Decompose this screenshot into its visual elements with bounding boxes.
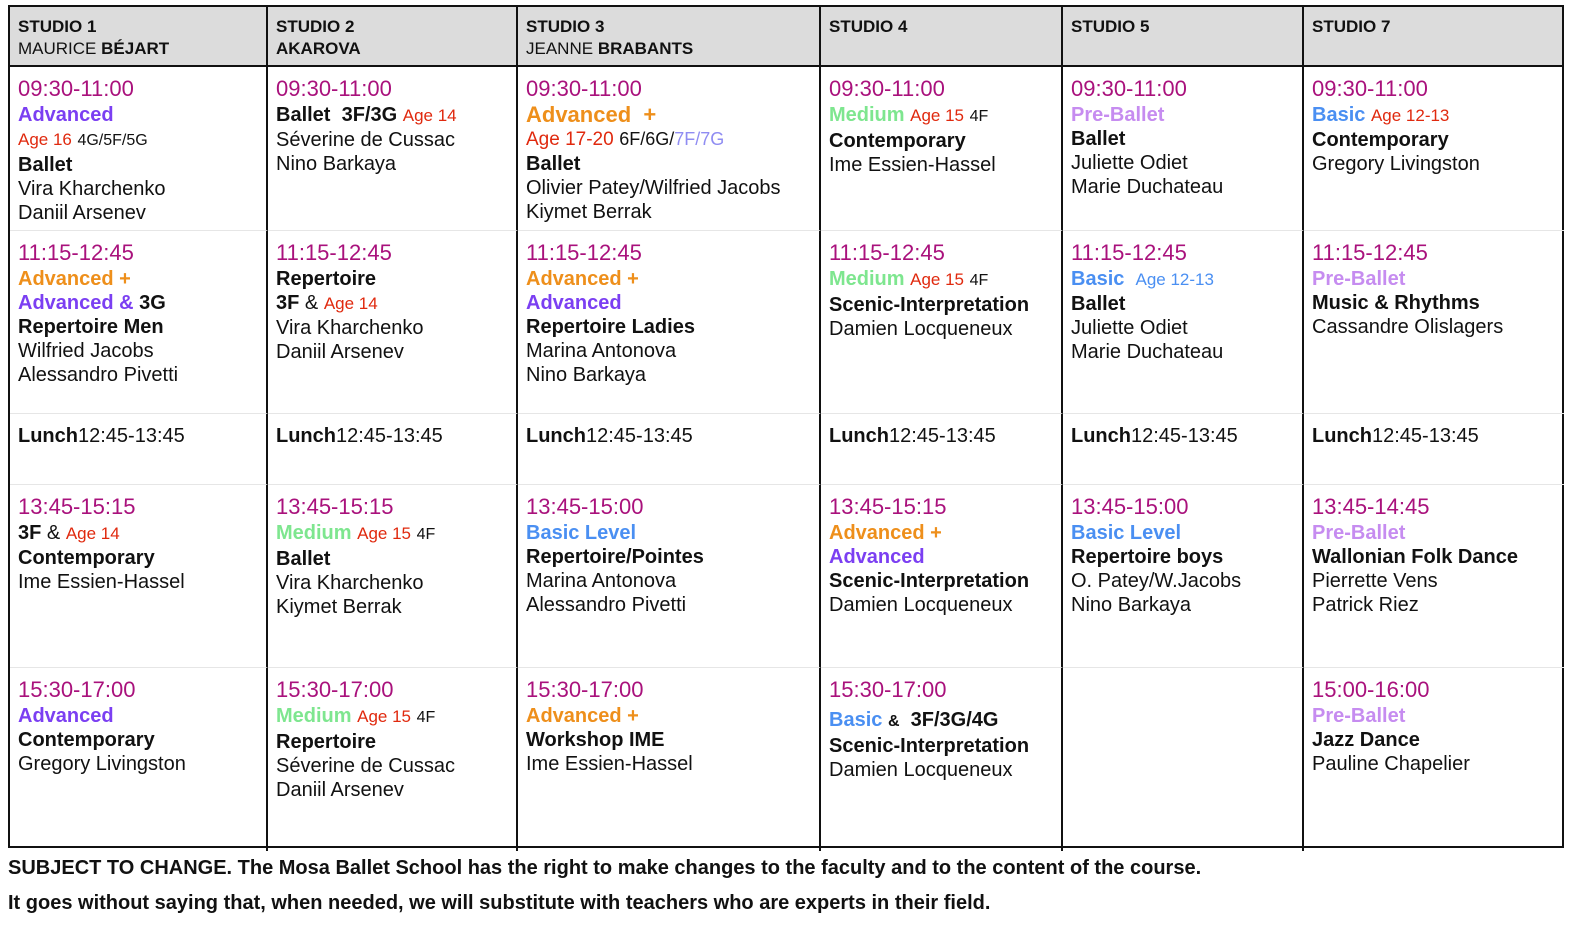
lunch-cell <box>518 414 821 485</box>
class-cell <box>10 231 268 414</box>
teacher-name: Pauline Chapelier <box>1312 753 1470 775</box>
level-label: Basic <box>1071 268 1125 290</box>
class-cell <box>518 67 821 231</box>
lunch-cell <box>10 414 268 485</box>
grades-label: 4F <box>969 272 989 289</box>
course-name: Ballet <box>526 153 581 175</box>
teacher-name: Cassandre Olislagers <box>1312 316 1504 338</box>
teacher-name: Wilfried Jacobs <box>18 340 154 362</box>
course-name: Repertoire <box>276 268 377 290</box>
teacher-name: Alessandro Pivetti <box>18 364 179 386</box>
teacher-name: Marina Antonova <box>526 570 677 592</box>
plus-label: + <box>643 102 657 127</box>
class-cell <box>268 231 518 414</box>
class-cell <box>821 67 1063 231</box>
level-label: Advanced <box>18 705 114 727</box>
lunch-time: 12:45-13:45 <box>889 425 996 447</box>
age-label: Age 15 <box>910 106 965 125</box>
class-cell <box>518 231 821 414</box>
studio-header <box>1304 7 1564 67</box>
teacher-name: Damien Locqueneux <box>829 318 1013 340</box>
grades-label-2: 7F/7G <box>674 129 725 149</box>
class-time: 13:45-15:00 <box>1071 494 1189 519</box>
class-time: 11:15-12:45 <box>1312 240 1428 265</box>
age-label: Age 15 <box>357 524 412 543</box>
grades-label: 6F/6G/ <box>619 129 675 149</box>
age-label: Age 12-13 <box>1135 270 1214 289</box>
teacher-name: Juliette Odiet <box>1071 152 1188 174</box>
age-label: Age 12-13 <box>1370 106 1450 125</box>
class-cell <box>518 485 821 668</box>
teacher-name: Patrick Riez <box>1312 594 1419 616</box>
course-name: Music & Rhythms <box>1312 292 1480 314</box>
class-time: 11:15-12:45 <box>276 240 392 265</box>
age-label: Age 15 <box>357 707 412 726</box>
class-time: 13:45-15:15 <box>829 494 947 519</box>
grades-label: 3F/3G <box>341 104 398 126</box>
course-name: Ballet <box>276 548 331 570</box>
teacher-name: Kiymet Berrak <box>526 201 652 223</box>
disclaimer-note <box>8 851 1201 921</box>
age-label: Age 14 <box>402 106 457 125</box>
class-time: 13:45-15:00 <box>526 494 644 519</box>
teacher-name: Séverine de Cussac <box>276 755 455 777</box>
course-name: Repertoire <box>276 731 377 753</box>
level-label: Medium <box>829 268 905 290</box>
grades-label: 4F <box>969 108 989 125</box>
teacher-name: O. Patey/W.Jacobs <box>1071 570 1242 592</box>
studio-header <box>268 7 518 67</box>
grades-label: 4F <box>416 526 436 543</box>
class-cell-empty <box>1063 668 1304 851</box>
teacher-name: Daniil Arsenev <box>276 779 404 801</box>
class-time: 09:30-11:00 <box>1071 76 1187 101</box>
level-label: Medium <box>829 104 905 126</box>
studio-subtitle-bold: BÉJART <box>101 39 170 58</box>
course-name: Repertoire Ladies <box>526 316 695 338</box>
course-name: Ballet <box>1071 293 1126 315</box>
level-label: Advanced + <box>18 268 131 290</box>
course-name: Contemporary <box>18 547 155 569</box>
ampersand: & <box>46 522 61 544</box>
class-cell <box>268 67 518 231</box>
teacher-name: Olivier Patey/Wilfried Jacobs <box>526 177 781 199</box>
class-time: 15:30-17:00 <box>276 677 394 702</box>
course-name: Contemporary <box>1312 129 1449 151</box>
class-time: 09:30-11:00 <box>829 76 945 101</box>
class-cell <box>1304 231 1564 414</box>
lunch-time: 12:45-13:45 <box>78 425 185 447</box>
lunch-label: Lunch <box>526 425 586 447</box>
level-label: Pre-Ballet <box>1071 104 1165 126</box>
course-name: Wallonian Folk Dance <box>1312 546 1518 568</box>
course-name: Repertoire/Pointes <box>526 546 704 568</box>
studio-subtitle: JEANNE <box>526 39 594 58</box>
teacher-name: Damien Locqueneux <box>829 759 1013 781</box>
studio-subtitle: MAURICE <box>18 39 97 58</box>
teacher-name: Juliette Odiet <box>1071 317 1188 339</box>
class-time: 15:30-17:00 <box>526 677 644 702</box>
course-name: Workshop IME <box>526 729 665 751</box>
level-label-2: Advanced <box>526 292 622 314</box>
course-name: Contemporary <box>829 130 966 152</box>
teacher-name: Ime Essien-Hassel <box>829 154 996 176</box>
class-cell <box>10 668 268 851</box>
class-time: 11:15-12:45 <box>829 240 945 265</box>
disclaimer-line-1: SUBJECT TO CHANGE. The Mosa Ballet School has the right to make changes to the faculty and to the content of the course. <box>8 857 1202 879</box>
class-cell <box>10 485 268 668</box>
level-label: Pre-Ballet <box>1312 522 1406 544</box>
studio-name: STUDIO 2 <box>276 17 355 36</box>
class-cell <box>1063 231 1304 414</box>
class-time: 09:30-11:00 <box>526 76 642 101</box>
course-name: Repertoire Men <box>18 316 164 338</box>
lunch-label: Lunch <box>1071 425 1131 447</box>
teacher-name: Marina Antonova <box>526 340 677 362</box>
lunch-label: Lunch <box>1312 425 1372 447</box>
class-time: 15:30-17:00 <box>829 677 947 702</box>
grades-label: 3G <box>139 292 166 314</box>
age-label: Age 14 <box>65 524 120 543</box>
ampersand: & <box>887 713 900 730</box>
course-name: Ballet <box>276 104 331 126</box>
class-cell <box>1304 485 1564 668</box>
grades-label: 3F/3G/4G <box>910 709 999 731</box>
level-label: Advanced + <box>829 522 942 544</box>
class-time: 09:30-11:00 <box>276 76 392 101</box>
lunch-time: 12:45-13:45 <box>336 425 443 447</box>
lunch-cell <box>1304 414 1564 485</box>
teacher-name: Vira Kharchenko <box>18 178 166 200</box>
teacher-name: Alessandro Pivetti <box>526 594 687 616</box>
teacher-name: Gregory Livingston <box>18 753 186 775</box>
level-label: Pre-Ballet <box>1312 268 1406 290</box>
level-label: Pre-Ballet <box>1312 705 1406 727</box>
level-label-2: Advanced <box>829 546 925 568</box>
class-cell <box>821 231 1063 414</box>
class-cell <box>821 668 1063 851</box>
teacher-name: Nino Barkaya <box>276 153 397 175</box>
class-cell <box>268 485 518 668</box>
course-name: Ballet <box>18 154 73 176</box>
lunch-cell <box>821 414 1063 485</box>
teacher-name: Gregory Livingston <box>1312 153 1480 175</box>
teacher-name: Damien Locqueneux <box>829 594 1013 616</box>
age-label: Age 14 <box>323 294 378 313</box>
teacher-name: Daniil Arsenev <box>18 202 146 224</box>
studio-name: STUDIO 7 <box>1312 17 1391 36</box>
course-name: Jazz Dance <box>1312 729 1420 751</box>
class-time: 13:45-14:45 <box>1312 494 1430 519</box>
class-time: 11:15-12:45 <box>1071 240 1187 265</box>
course-name: Scenic-Interpretation <box>829 735 1030 757</box>
studio-name: STUDIO 5 <box>1071 17 1150 36</box>
level-label: Advanced <box>18 104 114 126</box>
schedule-table <box>8 5 1564 848</box>
lunch-time: 12:45-13:45 <box>1131 425 1238 447</box>
teacher-name: Ime Essien-Hassel <box>18 571 185 593</box>
age-label: Age 16 <box>18 130 72 149</box>
lunch-time: 12:45-13:45 <box>1372 425 1479 447</box>
class-time: 13:45-15:15 <box>18 494 136 519</box>
lunch-cell <box>1063 414 1304 485</box>
studio-header <box>1063 7 1304 67</box>
studio-name: STUDIO 1 <box>18 17 97 36</box>
class-time: 09:30-11:00 <box>1312 76 1428 101</box>
level-label: Advanced + <box>526 705 639 727</box>
class-time: 15:00-16:00 <box>1312 677 1430 702</box>
class-cell <box>518 668 821 851</box>
teacher-name: Vira Kharchenko <box>276 317 424 339</box>
grades-label: 4G/5F/5G <box>77 132 148 149</box>
course-name: Ballet <box>1071 128 1126 150</box>
class-time: 13:45-15:15 <box>276 494 394 519</box>
lunch-cell <box>268 414 518 485</box>
level-label: Advanced + <box>526 268 639 290</box>
teacher-name: Marie Duchateau <box>1071 176 1224 198</box>
teacher-name: Nino Barkaya <box>1071 594 1192 616</box>
grades-label: 4F <box>416 709 436 726</box>
class-cell <box>1063 67 1304 231</box>
class-time: 11:15-12:45 <box>526 240 642 265</box>
lunch-time: 12:45-13:45 <box>586 425 693 447</box>
level-label: Basic Level <box>1071 522 1182 544</box>
teacher-name: Marie Duchateau <box>1071 341 1224 363</box>
lunch-label: Lunch <box>829 425 889 447</box>
level-label: Advanced <box>526 102 632 127</box>
class-cell <box>821 485 1063 668</box>
studio-name: STUDIO 3 <box>526 17 605 36</box>
teacher-name: Kiymet Berrak <box>276 596 402 618</box>
level-label-2: Advanced & <box>18 292 134 314</box>
class-cell <box>10 67 268 231</box>
age-label: Age 15 <box>910 270 965 289</box>
class-time: 09:30-11:00 <box>18 76 134 101</box>
course-name: Contemporary <box>18 729 155 751</box>
grades-label: 3F <box>276 292 300 314</box>
level-label: Medium <box>276 522 352 544</box>
ampersand: & <box>304 292 319 314</box>
studio-name: STUDIO 4 <box>829 17 908 36</box>
course-name: Scenic-Interpretation <box>829 570 1030 592</box>
class-cell <box>1304 668 1564 851</box>
studio-subtitle-bold: AKAROVA <box>276 39 361 58</box>
teacher-name: Daniil Arsenev <box>276 341 404 363</box>
class-time: 11:15-12:45 <box>18 240 134 265</box>
class-cell <box>1063 485 1304 668</box>
level-label: Basic Level <box>526 522 637 544</box>
teacher-name: Vira Kharchenko <box>276 572 424 594</box>
teacher-name: Ime Essien-Hassel <box>526 753 693 775</box>
studio-subtitle-bold: BRABANTS <box>597 39 694 58</box>
teacher-name: Séverine de Cussac <box>276 129 455 151</box>
level-label: Medium <box>276 705 352 727</box>
course-name: Scenic-Interpretation <box>829 294 1030 316</box>
studio-header <box>821 7 1063 67</box>
studio-header <box>10 7 268 67</box>
level-label: Basic <box>829 709 883 731</box>
disclaimer-line-2: It goes without saying that, when needed, we will substitute with teachers who are experts in their field. <box>8 892 991 914</box>
age-label: Age 17-20 <box>526 129 614 150</box>
course-name: Repertoire boys <box>1071 546 1224 568</box>
studio-header <box>518 7 821 67</box>
teacher-name: Nino Barkaya <box>526 364 647 386</box>
grades-label: 3F <box>18 522 42 544</box>
class-cell <box>268 668 518 851</box>
teacher-name: Pierrette Vens <box>1312 570 1438 592</box>
level-label: Basic <box>1312 104 1366 126</box>
lunch-label: Lunch <box>276 425 336 447</box>
class-cell <box>1304 67 1564 231</box>
class-time: 15:30-17:00 <box>18 677 136 702</box>
lunch-label: Lunch <box>18 425 78 447</box>
